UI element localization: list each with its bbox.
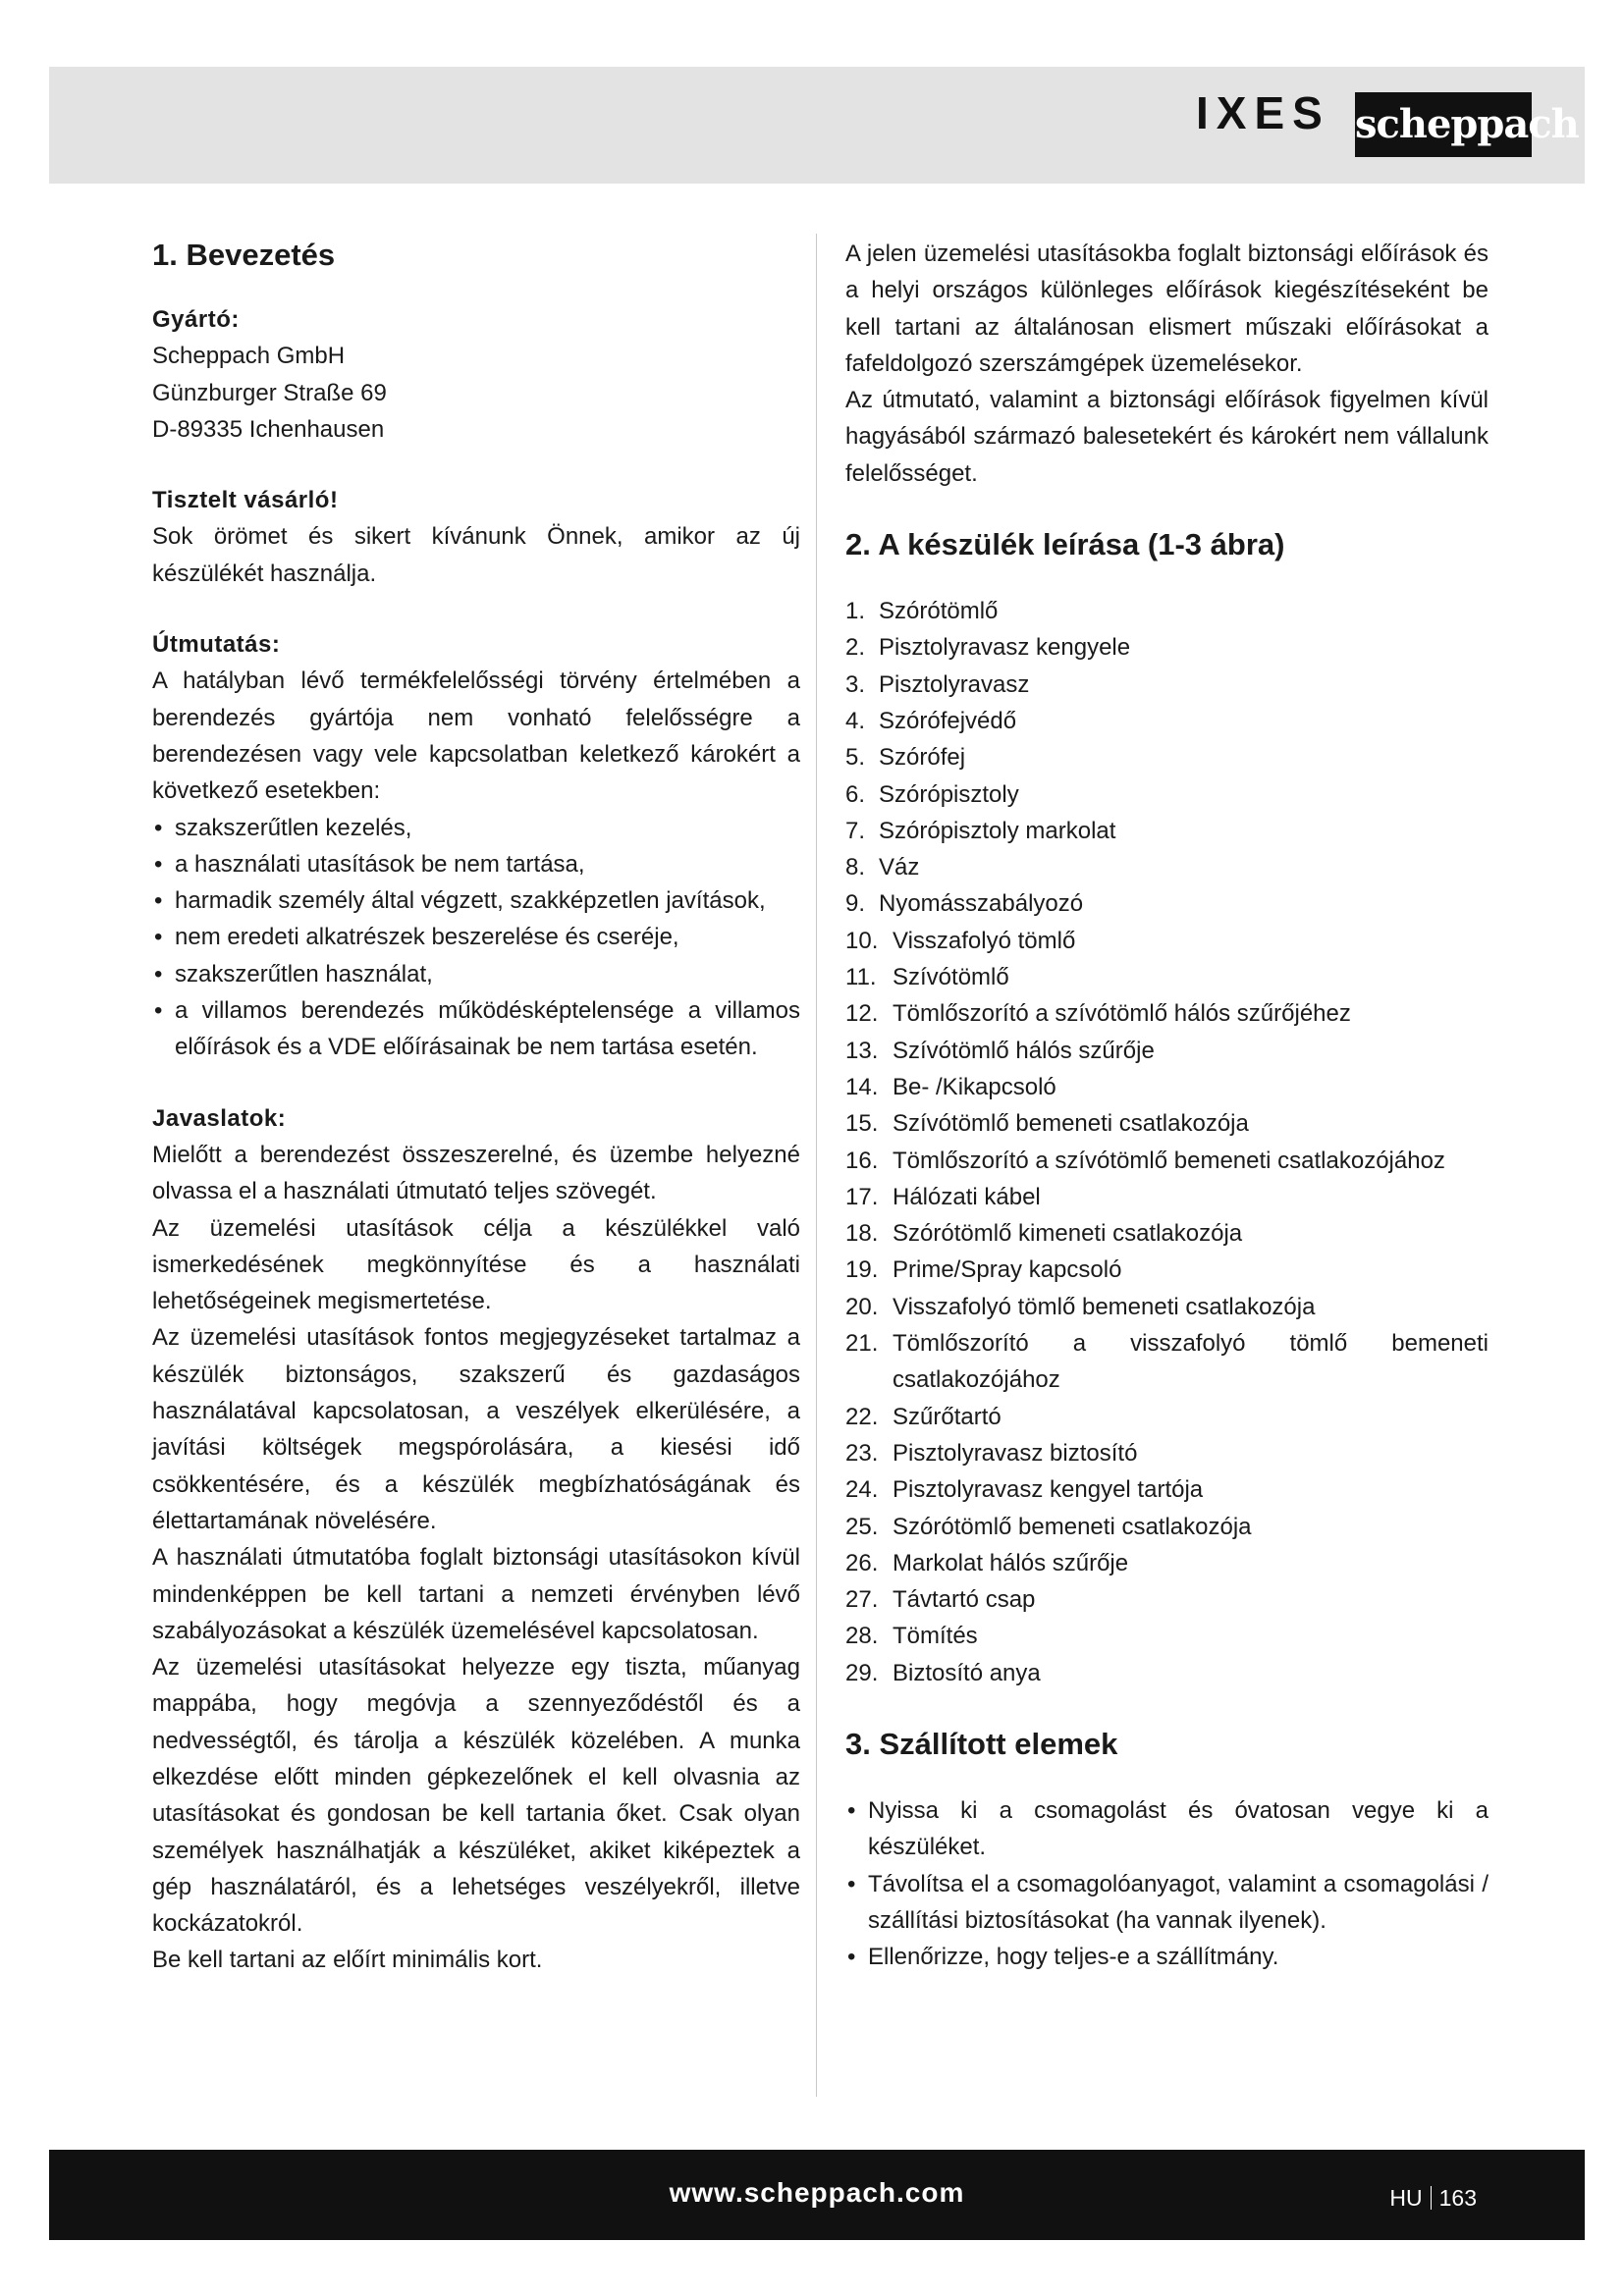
- page-number: [1389, 2185, 1477, 2212]
- recommendation-paragraph: Az üzemelési utasítások célja a készülékkel való ismerkedésének megkönnyítése és a használati lehetőségeinek megismertetése.: [152, 1214, 800, 1315]
- part-label: Pisztolyravasz biztosító: [893, 1439, 1138, 1467]
- part-label: Visszafolyó tömlő: [893, 927, 1076, 954]
- part-number: 10.: [845, 927, 879, 954]
- part-number: 20.: [845, 1293, 879, 1320]
- list-item: • harmadik személy által végzett, szakképzetlen javítások,: [152, 882, 800, 919]
- part-number: 2.: [845, 634, 866, 662]
- part-label: Szívótömlő hálós szűrője: [893, 1037, 1155, 1064]
- part-item: [845, 1215, 1489, 1252]
- part-item: [845, 923, 1489, 959]
- part-label: Tömlőszorító a visszafolyó tömlő bemeneti csatlakozójához: [893, 1330, 1489, 1394]
- part-label: Hálózati kábel: [893, 1183, 1041, 1210]
- part-label: Szórófej: [879, 744, 966, 772]
- part-item: [845, 1399, 1489, 1435]
- part-label: Tömlőszorító a szívótömlő hálós szűrőjéhez: [893, 1000, 1351, 1028]
- list-item: • szakszerűtlen használat,: [152, 956, 800, 992]
- part-label: Szívótömlő: [893, 964, 1009, 991]
- recommendation-paragraph: Az üzemelési utasításokat helyezze egy tiszta, műanyag mappába, hogy megóvja a szennyeződéstől és a nedvességtől, és tárolja a készülék közelében. A munka elkezdése előtt minden gépkezelőnek el kell olvasnia az utasításokat és gondosan be kell tartania őket. Csak olyan személyek használhatják a készüléket, akiket kiképeztek a gép használatáról, és a lehetséges veszélyekről, illetve kockázatokról.: [152, 1654, 800, 1938]
- ixes-logo: IXES: [1196, 87, 1330, 138]
- delivery-list: [845, 1792, 1489, 1975]
- address-line: Günzburger Straße 69: [152, 379, 387, 406]
- list-item: • Ellenőrizze, hogy teljes-e a szállítmány.: [845, 1939, 1489, 1975]
- recommendation-paragraph: Be kell tartani az előírt minimális kort.: [152, 1947, 543, 1974]
- part-label: Szórótömlő bemeneti csatlakozója: [893, 1513, 1252, 1540]
- part-label: Szórópisztoly markolat: [879, 817, 1116, 844]
- recommendation-paragraph: A használati útmutatóba foglalt biztonsági utasításokon kívül mindenképpen be kell tartani a nemzeti érvényben lévő szabályozásokat a készülék üzemelésével kapcsolatosan.: [152, 1544, 800, 1644]
- part-item: [845, 1179, 1489, 1215]
- part-number: 16.: [845, 1147, 879, 1174]
- address-line: D-89335 Ichenhausen: [152, 415, 385, 443]
- part-number: 15.: [845, 1110, 879, 1138]
- part-number: 5.: [845, 744, 866, 772]
- column-divider: [816, 234, 817, 2097]
- separator: [1431, 2186, 1432, 2210]
- part-label: Távtartó csap: [893, 1586, 1036, 1614]
- page-number-value: 163: [1438, 2185, 1477, 2211]
- part-label: Biztosító anya: [893, 1659, 1041, 1686]
- part-item: [845, 1618, 1489, 1654]
- part-item: [845, 739, 1489, 775]
- part-label: Nyomásszabályozó: [879, 890, 1084, 918]
- part-label: Szórópisztoly: [879, 780, 1019, 808]
- part-number: 24.: [845, 1476, 879, 1504]
- part-item: [845, 1545, 1489, 1581]
- part-number: 8.: [845, 854, 866, 881]
- part-label: Pisztolyravasz: [879, 670, 1030, 698]
- part-number: 27.: [845, 1586, 879, 1614]
- part-label: Tömlőszorító a szívótömlő bemeneti csatlakozójához: [893, 1147, 1445, 1174]
- recommendation-paragraph: Mielőtt a berendezést összeszerelné, és üzembe helyezné olvassa el a használati útmutató teljes szövegét.: [152, 1141, 800, 1205]
- part-item: [845, 1105, 1489, 1142]
- part-number: 13.: [845, 1037, 879, 1064]
- part-label: Szívótömlő bemeneti csatlakozója: [893, 1110, 1249, 1138]
- part-number: 23.: [845, 1439, 879, 1467]
- list-item: • nem eredeti alkatrészek beszerelése és cseréje,: [152, 919, 800, 955]
- part-item: [845, 849, 1489, 885]
- recommendation-paragraph: Az üzemelési utasítások fontos megjegyzéseket tartalmaz a készülék biztonságos, szakszerű és gazdaságos használatával kapcsolatosan, a veszélyek elkerülésére, a javítási költségek megspórolására, a kiesési idő csökkentésére, és a készülék megbízhatóságának és élettartamának növelésére.: [152, 1324, 800, 1534]
- part-number: 29.: [845, 1659, 879, 1686]
- part-number: 6.: [845, 780, 866, 808]
- part-label: Be- /Kikapcsoló: [893, 1073, 1056, 1100]
- scheppach-logo: scheppach: [1355, 92, 1532, 157]
- part-label: Szórófejvédő: [879, 707, 1017, 734]
- part-label: Tömítés: [893, 1623, 978, 1650]
- part-item: [845, 1033, 1489, 1069]
- left-column: [152, 236, 800, 1979]
- part-label: Prime/Spray kapcsoló: [893, 1256, 1122, 1284]
- part-label: Visszafolyó tömlő bemeneti csatlakozója: [893, 1293, 1316, 1320]
- part-label: Váz: [879, 854, 920, 881]
- part-item: [845, 776, 1489, 813]
- part-item: [845, 1143, 1489, 1179]
- address-line: Scheppach GmbH: [152, 343, 346, 370]
- language-code: HU: [1389, 2185, 1423, 2211]
- intro-paragraph: A jelen üzemelési utasításokba foglalt biztonsági előírások és a helyi országos különleges előírások kiegészítéseként be kell tartani az általánosan elismert műszaki előírásokat a fafeldolgozó szerszámgépek üzemelésekor.: [845, 240, 1489, 377]
- list-item: • a használati utasítások be nem tartása,: [152, 846, 800, 882]
- part-item: [845, 1289, 1489, 1325]
- part-item: [845, 1655, 1489, 1691]
- part-number: 18.: [845, 1220, 879, 1248]
- part-number: 17.: [845, 1183, 879, 1210]
- part-number: 7.: [845, 817, 866, 844]
- part-item: [845, 703, 1489, 739]
- dear-customer-label: Tisztelt vásárló!: [152, 487, 339, 514]
- part-number: 25.: [845, 1513, 879, 1540]
- manufacturer-label: Gyártó:: [152, 306, 240, 333]
- part-item: [845, 959, 1489, 995]
- part-item: [845, 813, 1489, 849]
- part-item: [845, 1069, 1489, 1105]
- part-number: 3.: [845, 670, 866, 698]
- parts-list: [845, 593, 1489, 1691]
- part-item: [845, 1471, 1489, 1508]
- section-3-title: 3. Szállított elemek: [845, 1726, 1118, 1761]
- intro-paragraph: Az útmutató, valamint a biztonsági előírások figyelmen kívül hagyásából származó balesetekért és károkért nem vállalunk felelősséget.: [845, 387, 1489, 487]
- part-item: [845, 1325, 1489, 1399]
- part-number: 26.: [845, 1549, 879, 1576]
- list-item: • Nyissa ki a csomagolást és óvatosan vegye ki a készüléket.: [845, 1792, 1489, 1866]
- part-number: 9.: [845, 890, 866, 918]
- part-number: 11.: [845, 964, 877, 991]
- part-number: 12.: [845, 1000, 879, 1028]
- part-label: Markolat hálós szűrője: [893, 1549, 1129, 1576]
- part-item: [845, 593, 1489, 629]
- note-text: A hatályban lévő termékfelelősségi törvény értelmében a berendezés gyártója nem vonható felelősségre a berendezésen vagy vele kapcsolatban keletkező károkért a következő esetekben:: [152, 667, 800, 805]
- part-label: Szórótömlő: [879, 598, 999, 625]
- part-item: [845, 1509, 1489, 1545]
- part-item: [845, 1435, 1489, 1471]
- part-number: 19.: [845, 1256, 879, 1284]
- list-item: • a villamos berendezés működésképtelensége a villamos előírások és a VDE előírásainak be nem tartása esetén.: [152, 992, 800, 1066]
- part-item: [845, 1252, 1489, 1288]
- recommendations-label: Javaslatok:: [152, 1104, 287, 1132]
- part-label: Pisztolyravasz kengyele: [879, 634, 1131, 662]
- page-footer: [49, 2150, 1585, 2240]
- part-number: 28.: [845, 1623, 879, 1650]
- liability-exclusion-list: [152, 810, 800, 1066]
- part-label: Szórótömlő kimeneti csatlakozója: [893, 1220, 1243, 1248]
- part-number: 22.: [845, 1403, 879, 1430]
- part-number: 4.: [845, 707, 866, 734]
- list-item: • Távolítsa el a csomagolóanyagot, valamint a csomagolási / szállítási biztosításokat (ha vannak ilyenek).: [845, 1866, 1489, 1940]
- part-number: 14.: [845, 1073, 879, 1100]
- part-item: [845, 667, 1489, 703]
- part-label: Szűrőtartó: [893, 1403, 1001, 1430]
- list-item: • szakszerűtlen kezelés,: [152, 810, 800, 846]
- section-1-title: 1. Bevezetés: [152, 238, 336, 272]
- part-item: [845, 1581, 1489, 1618]
- part-number: 21.: [845, 1330, 879, 1358]
- part-number: 1.: [845, 598, 866, 625]
- part-label: Pisztolyravasz kengyel tartója: [893, 1476, 1204, 1504]
- website-link[interactable]: www.scheppach.com: [669, 2177, 965, 2208]
- dear-customer-text: Sok örömet és sikert kívánunk Önnek, amikor az új készülékét használja.: [152, 523, 800, 587]
- part-item: [845, 995, 1489, 1032]
- section-2-title: 2. A készülék leírása (1-3 ábra): [845, 527, 1285, 562]
- note-label: Útmutatás:: [152, 631, 281, 659]
- right-column: [845, 236, 1489, 1975]
- part-item: [845, 885, 1489, 922]
- part-item: [845, 629, 1489, 666]
